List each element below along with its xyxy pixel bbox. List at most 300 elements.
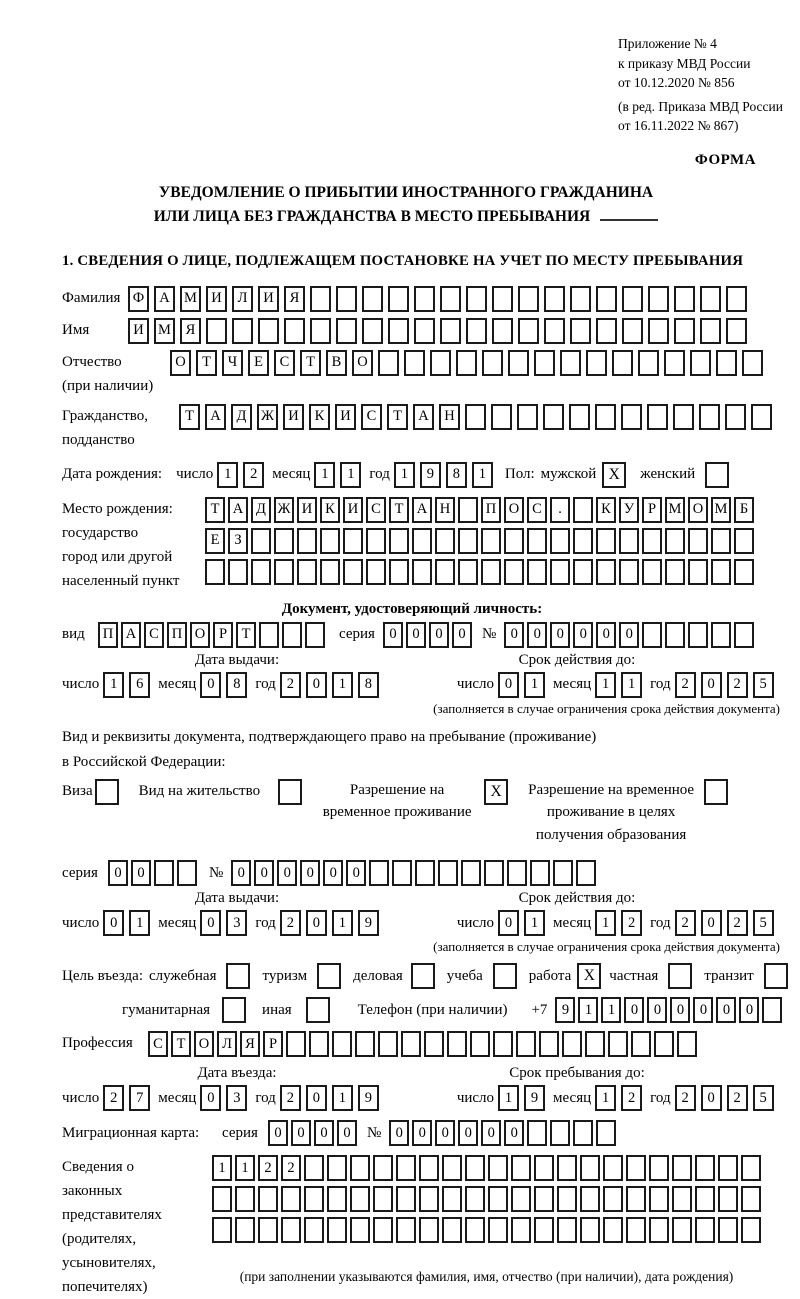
char-box[interactable]: 0 (693, 997, 713, 1023)
char-box[interactable]: . (550, 497, 570, 523)
char-box[interactable]: Я (240, 1031, 260, 1057)
char-box[interactable]: 8 (358, 672, 379, 698)
char-box[interactable]: 0 (701, 910, 722, 936)
char-box[interactable] (235, 1217, 255, 1243)
char-box[interactable]: Р (642, 497, 662, 523)
char-box[interactable] (465, 1155, 485, 1181)
char-box[interactable] (649, 1186, 669, 1212)
char-box[interactable] (550, 559, 570, 585)
char-box[interactable]: 2 (258, 1155, 278, 1181)
char-box[interactable] (672, 1217, 692, 1243)
char-box[interactable]: 2 (727, 1085, 748, 1111)
char-box[interactable] (619, 528, 639, 554)
char-box[interactable]: С (144, 622, 164, 648)
char-box[interactable] (206, 318, 227, 344)
char-box[interactable] (596, 559, 616, 585)
char-box[interactable] (557, 1155, 577, 1181)
char-box[interactable] (442, 1186, 462, 1212)
char-box[interactable] (672, 1186, 692, 1212)
char-box[interactable]: Б (734, 497, 754, 523)
purpose-transit-checkbox[interactable] (764, 963, 788, 989)
char-box[interactable]: Д (231, 404, 252, 430)
char-box[interactable] (573, 559, 593, 585)
char-box[interactable]: 1 (332, 910, 353, 936)
char-box[interactable] (456, 350, 477, 376)
char-box[interactable] (373, 1155, 393, 1181)
char-box[interactable]: И (343, 497, 363, 523)
char-box[interactable] (297, 559, 317, 585)
char-box[interactable]: 0 (306, 910, 327, 936)
char-box[interactable] (373, 1217, 393, 1243)
char-box[interactable]: О (504, 497, 524, 523)
char-box[interactable] (481, 528, 501, 554)
char-box[interactable] (751, 404, 772, 430)
char-box[interactable] (282, 622, 302, 648)
char-box[interactable]: Н (435, 497, 455, 523)
char-box[interactable]: 0 (412, 1120, 432, 1146)
char-box[interactable]: 8 (226, 672, 247, 698)
char-box[interactable] (596, 528, 616, 554)
char-box[interactable] (642, 559, 662, 585)
char-box[interactable]: Т (236, 622, 256, 648)
char-box[interactable] (461, 860, 481, 886)
char-box[interactable]: 0 (701, 672, 722, 698)
char-box[interactable] (366, 559, 386, 585)
char-box[interactable] (699, 404, 720, 430)
char-box[interactable]: 0 (254, 860, 274, 886)
char-box[interactable] (726, 286, 747, 312)
char-box[interactable]: 1 (578, 997, 598, 1023)
char-box[interactable] (281, 1217, 301, 1243)
char-box[interactable] (388, 318, 409, 344)
sex-female-checkbox[interactable] (705, 462, 729, 488)
char-box[interactable] (343, 559, 363, 585)
char-box[interactable] (550, 1120, 570, 1146)
char-box[interactable]: 1 (524, 910, 545, 936)
char-box[interactable] (447, 1031, 467, 1057)
char-box[interactable] (534, 1155, 554, 1181)
char-box[interactable]: 0 (131, 860, 151, 886)
char-box[interactable] (673, 404, 694, 430)
char-box[interactable] (343, 528, 363, 554)
char-box[interactable] (688, 622, 708, 648)
char-box[interactable] (695, 1217, 715, 1243)
char-box[interactable] (665, 528, 685, 554)
char-box[interactable]: С (366, 497, 386, 523)
char-box[interactable]: 0 (716, 997, 736, 1023)
char-box[interactable] (396, 1217, 416, 1243)
char-box[interactable] (310, 318, 331, 344)
purpose-official-checkbox[interactable] (226, 963, 250, 989)
char-box[interactable]: 0 (306, 1085, 327, 1111)
char-box[interactable]: А (121, 622, 141, 648)
char-box[interactable] (336, 318, 357, 344)
char-box[interactable] (573, 1120, 593, 1146)
char-box[interactable] (440, 286, 461, 312)
char-box[interactable]: 1 (332, 1085, 353, 1111)
char-box[interactable] (488, 1186, 508, 1212)
char-box[interactable] (336, 286, 357, 312)
char-box[interactable]: С (274, 350, 295, 376)
char-box[interactable]: 0 (200, 910, 221, 936)
char-box[interactable]: 1 (524, 672, 545, 698)
char-box[interactable]: О (170, 350, 191, 376)
char-box[interactable] (274, 528, 294, 554)
char-box[interactable] (711, 622, 731, 648)
char-box[interactable] (677, 1031, 697, 1057)
char-box[interactable]: И (258, 286, 279, 312)
char-box[interactable] (488, 1217, 508, 1243)
char-box[interactable] (648, 318, 669, 344)
char-box[interactable] (396, 1186, 416, 1212)
char-box[interactable]: 2 (621, 1085, 642, 1111)
char-box[interactable] (212, 1217, 232, 1243)
char-box[interactable] (586, 350, 607, 376)
char-box[interactable] (654, 1031, 674, 1057)
char-box[interactable]: 0 (429, 622, 449, 648)
char-box[interactable] (327, 1217, 347, 1243)
char-box[interactable] (560, 350, 581, 376)
char-box[interactable] (516, 1031, 536, 1057)
char-box[interactable]: 1 (394, 462, 415, 488)
char-box[interactable] (235, 1186, 255, 1212)
purpose-work-checkbox[interactable]: X (577, 963, 601, 989)
char-box[interactable] (621, 404, 642, 430)
char-box[interactable]: 0 (103, 910, 124, 936)
char-box[interactable]: 5 (753, 1085, 774, 1111)
char-box[interactable] (690, 350, 711, 376)
char-box[interactable] (517, 404, 538, 430)
char-box[interactable]: 0 (389, 1120, 409, 1146)
char-box[interactable] (232, 318, 253, 344)
char-box[interactable]: 7 (129, 1085, 150, 1111)
char-box[interactable] (612, 350, 633, 376)
char-box[interactable] (305, 622, 325, 648)
char-box[interactable]: 1 (103, 672, 124, 698)
char-box[interactable]: А (228, 497, 248, 523)
purpose-other-checkbox[interactable] (306, 997, 330, 1023)
char-box[interactable] (438, 860, 458, 886)
char-box[interactable] (638, 350, 659, 376)
char-box[interactable] (642, 622, 662, 648)
char-box[interactable] (718, 1217, 738, 1243)
char-box[interactable]: Я (180, 318, 201, 344)
char-box[interactable] (412, 528, 432, 554)
char-box[interactable]: 2 (103, 1085, 124, 1111)
char-box[interactable]: 0 (231, 860, 251, 886)
char-box[interactable] (401, 1031, 421, 1057)
char-box[interactable] (580, 1155, 600, 1181)
char-box[interactable]: 0 (596, 622, 616, 648)
char-box[interactable] (534, 1217, 554, 1243)
char-box[interactable] (286, 1031, 306, 1057)
char-box[interactable] (284, 318, 305, 344)
char-box[interactable] (396, 1155, 416, 1181)
char-box[interactable]: 2 (280, 672, 301, 698)
char-box[interactable]: 8 (446, 462, 467, 488)
char-box[interactable]: 0 (383, 622, 403, 648)
char-box[interactable] (465, 1217, 485, 1243)
char-box[interactable]: 2 (243, 462, 264, 488)
char-box[interactable] (527, 1120, 547, 1146)
char-box[interactable] (622, 318, 643, 344)
purpose-humanitarian-checkbox[interactable] (222, 997, 246, 1023)
char-box[interactable]: С (148, 1031, 168, 1057)
char-box[interactable] (648, 286, 669, 312)
char-box[interactable]: Р (213, 622, 233, 648)
char-box[interactable] (504, 528, 524, 554)
char-box[interactable]: И (128, 318, 149, 344)
char-box[interactable] (631, 1031, 651, 1057)
char-box[interactable] (258, 1186, 278, 1212)
char-box[interactable] (332, 1031, 352, 1057)
char-box[interactable] (647, 404, 668, 430)
char-box[interactable] (527, 559, 547, 585)
char-box[interactable]: Т (389, 497, 409, 523)
char-box[interactable] (741, 1186, 761, 1212)
char-box[interactable] (154, 860, 174, 886)
char-box[interactable] (484, 860, 504, 886)
char-box[interactable]: Т (205, 497, 225, 523)
char-box[interactable] (695, 1186, 715, 1212)
char-box[interactable] (619, 559, 639, 585)
purpose-study-checkbox[interactable] (493, 963, 517, 989)
char-box[interactable] (742, 350, 763, 376)
char-box[interactable]: 0 (739, 997, 759, 1023)
char-box[interactable]: 9 (524, 1085, 545, 1111)
char-box[interactable] (419, 1155, 439, 1181)
char-box[interactable]: 0 (619, 622, 639, 648)
char-box[interactable] (205, 559, 225, 585)
char-box[interactable] (508, 350, 529, 376)
char-box[interactable] (608, 1031, 628, 1057)
char-box[interactable] (389, 559, 409, 585)
char-box[interactable] (543, 404, 564, 430)
char-box[interactable] (596, 318, 617, 344)
char-box[interactable] (404, 350, 425, 376)
char-box[interactable] (369, 860, 389, 886)
char-box[interactable] (491, 404, 512, 430)
char-box[interactable]: И (206, 286, 227, 312)
char-box[interactable]: 3 (226, 1085, 247, 1111)
char-box[interactable] (507, 860, 527, 886)
char-box[interactable]: Р (263, 1031, 283, 1057)
char-box[interactable]: С (527, 497, 547, 523)
purpose-business-checkbox[interactable] (411, 963, 435, 989)
char-box[interactable] (251, 559, 271, 585)
char-box[interactable]: П (98, 622, 118, 648)
char-box[interactable]: 0 (670, 997, 690, 1023)
char-box[interactable] (309, 1031, 329, 1057)
char-box[interactable]: О (352, 350, 373, 376)
char-box[interactable]: 5 (753, 672, 774, 698)
char-box[interactable] (327, 1155, 347, 1181)
char-box[interactable] (435, 528, 455, 554)
char-box[interactable] (674, 286, 695, 312)
char-box[interactable] (649, 1217, 669, 1243)
char-box[interactable]: 1 (472, 462, 493, 488)
char-box[interactable] (725, 404, 746, 430)
char-box[interactable] (492, 318, 513, 344)
char-box[interactable] (511, 1155, 531, 1181)
char-box[interactable] (389, 528, 409, 554)
char-box[interactable] (259, 622, 279, 648)
char-box[interactable]: 0 (337, 1120, 357, 1146)
char-box[interactable]: 3 (226, 910, 247, 936)
char-box[interactable]: 0 (291, 1120, 311, 1146)
char-box[interactable] (412, 559, 432, 585)
char-box[interactable]: 1 (129, 910, 150, 936)
char-box[interactable]: М (665, 497, 685, 523)
char-box[interactable]: 0 (200, 1085, 221, 1111)
char-box[interactable] (626, 1217, 646, 1243)
char-box[interactable] (585, 1031, 605, 1057)
char-box[interactable] (258, 318, 279, 344)
char-box[interactable] (481, 559, 501, 585)
char-box[interactable]: 0 (314, 1120, 334, 1146)
char-box[interactable]: 0 (701, 1085, 722, 1111)
char-box[interactable] (688, 528, 708, 554)
char-box[interactable] (493, 1031, 513, 1057)
char-box[interactable]: 1 (332, 672, 353, 698)
char-box[interactable]: К (596, 497, 616, 523)
char-box[interactable]: Л (217, 1031, 237, 1057)
char-box[interactable] (711, 559, 731, 585)
char-box[interactable] (664, 350, 685, 376)
char-box[interactable] (373, 1186, 393, 1212)
char-box[interactable]: 0 (481, 1120, 501, 1146)
char-box[interactable]: 1 (498, 1085, 519, 1111)
char-box[interactable] (274, 559, 294, 585)
char-box[interactable]: 0 (277, 860, 297, 886)
char-box[interactable] (304, 1217, 324, 1243)
char-box[interactable] (378, 350, 399, 376)
char-box[interactable] (281, 1186, 301, 1212)
char-box[interactable] (419, 1186, 439, 1212)
char-box[interactable] (518, 286, 539, 312)
char-box[interactable] (362, 286, 383, 312)
char-box[interactable]: Л (232, 286, 253, 312)
char-box[interactable] (596, 1120, 616, 1146)
char-box[interactable] (626, 1155, 646, 1181)
char-box[interactable] (504, 559, 524, 585)
char-box[interactable] (488, 1155, 508, 1181)
char-box[interactable] (603, 1217, 623, 1243)
char-box[interactable] (458, 497, 478, 523)
char-box[interactable]: Т (196, 350, 217, 376)
char-box[interactable] (470, 1031, 490, 1057)
char-box[interactable]: 0 (498, 910, 519, 936)
char-box[interactable]: 9 (420, 462, 441, 488)
char-box[interactable]: 9 (555, 997, 575, 1023)
char-box[interactable] (511, 1217, 531, 1243)
char-box[interactable]: 0 (268, 1120, 288, 1146)
char-box[interactable] (355, 1031, 375, 1057)
char-box[interactable] (530, 860, 550, 886)
char-box[interactable]: 9 (358, 910, 379, 936)
char-box[interactable] (674, 318, 695, 344)
char-box[interactable]: Т (179, 404, 200, 430)
char-box[interactable] (320, 559, 340, 585)
char-box[interactable]: 0 (647, 997, 667, 1023)
char-box[interactable]: 0 (550, 622, 570, 648)
char-box[interactable] (414, 318, 435, 344)
char-box[interactable]: 6 (129, 672, 150, 698)
char-box[interactable]: 1 (595, 672, 616, 698)
char-box[interactable] (734, 528, 754, 554)
char-box[interactable] (726, 318, 747, 344)
char-box[interactable]: 2 (675, 1085, 696, 1111)
char-box[interactable]: 0 (527, 622, 547, 648)
char-box[interactable] (595, 404, 616, 430)
char-box[interactable]: 0 (504, 1120, 524, 1146)
char-box[interactable]: 2 (675, 910, 696, 936)
char-box[interactable]: О (688, 497, 708, 523)
char-box[interactable] (482, 350, 503, 376)
char-box[interactable] (251, 528, 271, 554)
char-box[interactable] (603, 1186, 623, 1212)
char-box[interactable]: Е (205, 528, 225, 554)
char-box[interactable] (665, 559, 685, 585)
char-box[interactable]: 0 (300, 860, 320, 886)
char-box[interactable]: 1 (212, 1155, 232, 1181)
char-box[interactable] (672, 1155, 692, 1181)
char-box[interactable]: Я (284, 286, 305, 312)
char-box[interactable]: 1 (217, 462, 238, 488)
char-box[interactable] (388, 286, 409, 312)
char-box[interactable]: 1 (235, 1155, 255, 1181)
purpose-tourism-checkbox[interactable] (317, 963, 341, 989)
char-box[interactable] (576, 860, 596, 886)
char-box[interactable] (570, 318, 591, 344)
char-box[interactable] (573, 528, 593, 554)
char-box[interactable] (458, 528, 478, 554)
char-box[interactable] (430, 350, 451, 376)
char-box[interactable] (642, 528, 662, 554)
char-box[interactable]: 0 (306, 672, 327, 698)
char-box[interactable]: Т (300, 350, 321, 376)
char-box[interactable] (622, 286, 643, 312)
char-box[interactable]: С (361, 404, 382, 430)
char-box[interactable] (362, 318, 383, 344)
char-box[interactable]: 0 (346, 860, 366, 886)
char-box[interactable] (596, 286, 617, 312)
char-box[interactable] (695, 1155, 715, 1181)
char-box[interactable]: О (194, 1031, 214, 1057)
char-box[interactable]: 0 (624, 997, 644, 1023)
char-box[interactable] (603, 1155, 623, 1181)
char-box[interactable]: Е (248, 350, 269, 376)
char-box[interactable] (228, 559, 248, 585)
char-box[interactable] (366, 528, 386, 554)
char-box[interactable] (557, 1217, 577, 1243)
char-box[interactable]: Ж (274, 497, 294, 523)
char-box[interactable]: П (481, 497, 501, 523)
char-box[interactable] (534, 1186, 554, 1212)
char-box[interactable] (553, 860, 573, 886)
char-box[interactable] (212, 1186, 232, 1212)
char-box[interactable] (544, 286, 565, 312)
char-box[interactable] (177, 860, 197, 886)
char-box[interactable] (378, 1031, 398, 1057)
char-box[interactable]: К (320, 497, 340, 523)
char-box[interactable]: Ж (257, 404, 278, 430)
char-box[interactable] (442, 1155, 462, 1181)
char-box[interactable]: 1 (621, 672, 642, 698)
char-box[interactable] (534, 350, 555, 376)
char-box[interactable]: 2 (727, 672, 748, 698)
char-box[interactable]: 0 (323, 860, 343, 886)
